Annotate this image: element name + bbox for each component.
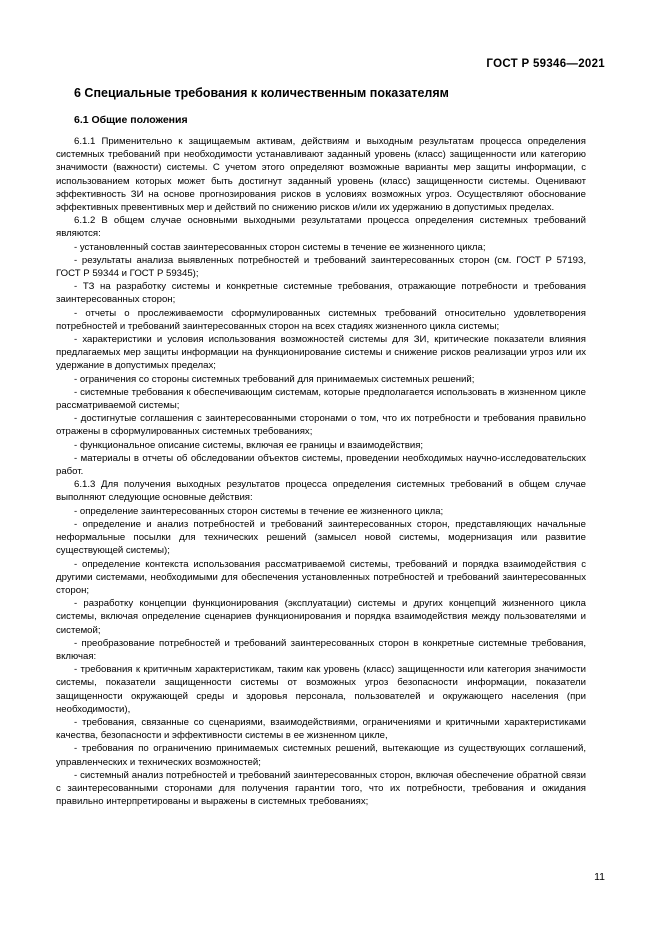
list-item: - ТЗ на разработку системы и конкретные системные требования, отражающие потребности и требования заинтересованных сторон; bbox=[56, 281, 586, 306]
subsection-title: 6.1 Общие положения bbox=[74, 114, 188, 126]
list-item: - требования, связанные со сценариями, взаимодействиями, ограничениями и критичными характеристиками качества, безопасности и эффективности системы в ее жизненном цикле, bbox=[56, 716, 586, 742]
list-item: - характеристики и условия использования возможностей системы для ЗИ, критические показатели влияния предлагаемых мер защиты информации на функционирование системы и снижение рисков реализации угроз или их удержание в допустимых пределах; bbox=[56, 334, 586, 372]
list-item: - определение и анализ потребностей и требований заинтересованных сторон, представляющих начальные неформальные посылки для технических решений (замысел новой системы, модернизация или развитие существующей системы); bbox=[56, 518, 586, 557]
list-item: - достигнутые соглашения с заинтересованными сторонами о том, что их потребности и требования правильно отражены в сформулированных системных требованиях; bbox=[56, 413, 586, 438]
list-item: - определение заинтересованных сторон системы в течение ее жизненного цикла; bbox=[74, 505, 444, 517]
list-item: - требования к критичным характеристикам, таким как уровень (класс) защищенности или категория значимости системы, показатели защищенности системы от возможных угроз безопасности информации, показатели защищенности окружающей среды и здоровья персонала, пользователей и окружающего населения (при необходимости), bbox=[56, 664, 586, 715]
list-item: - системные требования к обеспечивающим системам, которые предполагается использовать в жизненном цикле рассматриваемой системы; bbox=[56, 386, 586, 412]
list-item: - установленный состав заинтересованных сторон системы в течение ее жизненного цикла; bbox=[74, 241, 486, 253]
list-item: - ограничения со стороны системных требований для принимаемых системных решений; bbox=[74, 373, 475, 385]
list-item: - отчеты о прослеживаемости сформулированных системных требований относительно удовлетворения потребностей и требований заинтересованных сторон на всех стадиях жизненного цикла системы; bbox=[56, 307, 586, 332]
list-item: - разработку концепции функционирования (эксплуатации) системы и других концепций жизненного цикла системы, включая определение сценариев функционирования и порядка взаимодействия между пользователями и системой; bbox=[56, 598, 586, 636]
paragraph-6-1-2: 6.1.2 В общем случае основными выходными результатами процесса определения системных требований являются: bbox=[56, 215, 586, 240]
list-item: - результаты анализа выявленных потребностей и требований заинтересованных сторон (см. ГОСТ Р 57193, ГОСТ Р 59344 и ГОСТ Р 59345); bbox=[56, 254, 586, 280]
paragraph-6-1-3: 6.1.3 Для получения выходных результатов процесса определения системных требований в общем случае выполняют следующие основные действия: bbox=[56, 479, 586, 504]
paragraph-6-1-1: 6.1.1 Применительно к защищаемым активам, действиям и выходным результатам процесса определения системных требований при необходимости устанавливают заданный уровень (класс) защищенности или категорию значимости (важности) системы. С учетом этого определяют возможные варианты мер защиты информации, с использованием которых может быть достигнут заданный уровень (класс) защищенности системы. Оценивают эффективность ЗИ на основе прогнозирования рисков в условиях возможных угроз. Осуществляют обоснование эффективных превентивных мер и действий по снижению рисков и/или их удержанию в допустимых пределах. bbox=[56, 136, 586, 214]
page-number: 11 bbox=[594, 871, 605, 883]
list-item: - преобразование потребностей и требований заинтересованных сторон в конкретные системные требования, включая: bbox=[56, 637, 586, 662]
list-item: - требования по ограничению принимаемых системных решений, вытекающие из существующих соглашений, управленческих и технических возможностей; bbox=[56, 743, 586, 768]
list-item: - системный анализ потребностей и требований заинтересованных сторон, включая обеспечение обратной связи с заинтересованными сторонами для получения гарантии того, что их потребности, требования и ожидания правильно интерпретированы и выражены в системных требованиях; bbox=[56, 769, 586, 808]
list-item: - функциональное описание системы, включая ее границы и взаимодействия; bbox=[74, 439, 424, 451]
list-item: - материалы в отчеты об обследовании объектов системы, проведении необходимых научно-исследовательских работ. bbox=[56, 452, 586, 478]
list-item: - определение контекста использования рассматриваемой системы, требований и порядка взаимодействия с другими системами, необходимыми для обеспечения установленных потребностей и требований заинтересованных сторон; bbox=[56, 558, 586, 596]
page-title: 6 Специальные требования к количественным показателям bbox=[74, 86, 449, 100]
page-content bbox=[56, 86, 586, 808]
page-header-standard-id: ГОСТ Р 59346—2021 bbox=[486, 58, 605, 70]
